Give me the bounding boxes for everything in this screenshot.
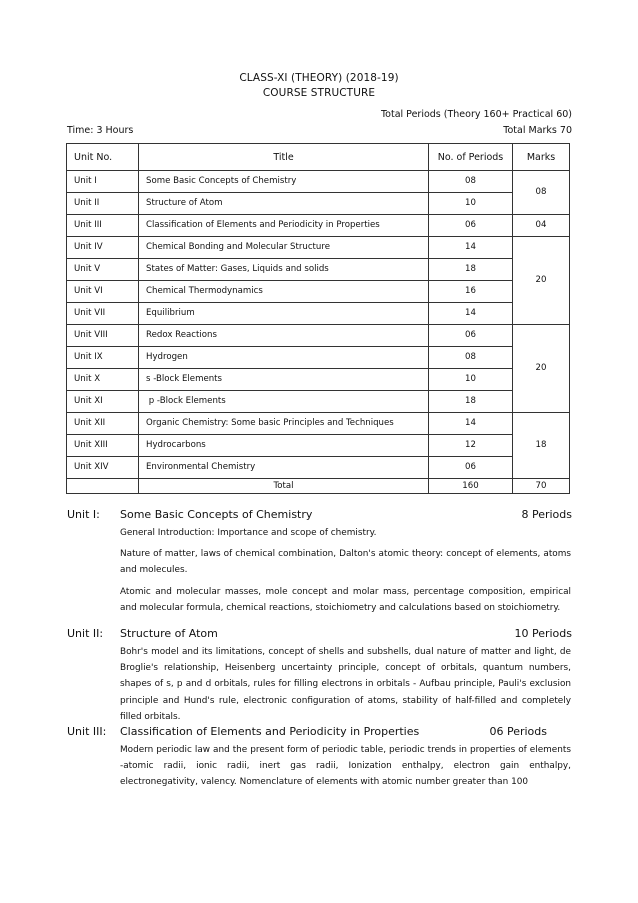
periods-cell: 08 [429,171,513,193]
unit-cell: Unit X [67,369,139,391]
unit-cell: Unit XIII [67,435,139,457]
table-row [67,237,570,259]
total-periods: 160 [429,479,513,494]
unit-cell: Unit XII [67,413,139,435]
unit-cell: Unit IV [67,237,139,259]
table-row [67,281,570,303]
marks-cell: 20 [513,237,570,325]
unit-paragraph: Modern periodic law and the present form of periodic table, periodic trends in properties of elements -atomic radii, ionic radii, inert gas radii, Ionization enthalpy, electron gain enthalpy, electronegativity, valency. Nomenclature of elements with atomic number greater than 100 [120,745,571,788]
periods-cell: 14 [429,303,513,325]
time-text: Time: 3 Hours [67,125,134,136]
periods-cell: 06 [429,215,513,237]
unit-cell: Unit VII [67,303,139,325]
title-cell: Hydrocarbons [139,435,429,457]
title-cell: Chemical Thermodynamics [139,281,429,303]
unit-periods: 06 Periods [489,725,547,738]
unit-section [0,627,638,730]
course-structure-table [66,143,570,494]
unit-heading [0,627,638,643]
table-row [67,347,570,369]
total-marks: 70 [513,479,570,494]
table-row [67,193,570,215]
periods-cell: 18 [429,391,513,413]
title-cell: Hydrogen [139,347,429,369]
title-cell: Classification of Elements and Periodicity in Properties [139,215,429,237]
unit-title: Structure of Atom [120,627,218,640]
unit-cell: Unit III [67,215,139,237]
title-cell: p -Block Elements [139,391,429,413]
marks-cell: 20 [513,325,570,413]
table-row [67,413,570,435]
periods-cell: 18 [429,259,513,281]
title-cell: Equilibrium [139,303,429,325]
title-cell: s -Block Elements [139,369,429,391]
periods-cell: 06 [429,325,513,347]
title-cell: Structure of Atom [139,193,429,215]
periods-cell: 16 [429,281,513,303]
table-row [67,369,570,391]
title-cell: Organic Chemistry: Some basic Principles and Techniques [139,413,429,435]
periods-cell: 10 [429,369,513,391]
unit-heading [0,508,638,524]
marks-cell: 04 [513,215,570,237]
header-unit-no: Unit No. [67,144,139,171]
unit-number: Unit II: [67,627,104,640]
total-periods-text: Total Periods (Theory 160+ Practical 60) [380,109,572,120]
table-row [67,171,570,193]
unit-cell: Unit XIV [67,457,139,479]
header-marks: Marks [513,144,570,171]
unit-paragraph: General Introduction: Importance and scope of chemistry. [120,528,377,538]
title-cell: Some Basic Concepts of Chemistry [139,171,429,193]
table-row [67,303,570,325]
unit-number: Unit III: [67,725,107,738]
unit-paragraph: Nature of matter, laws of chemical combination, Dalton's atomic theory: concept of elements, atoms and molecules. [120,549,571,576]
title-cell: Redox Reactions [139,325,429,347]
unit-periods: 8 Periods [521,508,572,521]
unit-title: Classification of Elements and Periodicity in Properties [120,725,420,738]
total-empty-cell [67,479,139,494]
unit-cell: Unit I [67,171,139,193]
table-row [67,391,570,413]
unit-paragraph: Atomic and molecular masses, mole concept and molar mass, percentage composition, empirical and molecular formula, chemical reactions, stoichiometry and calculations based on stoichiometry. [120,586,571,613]
periods-cell: 06 [429,457,513,479]
total-label: Total [139,479,429,494]
total-row [67,479,570,494]
table-header-row [67,144,570,171]
table-row [67,457,570,479]
unit-section [0,725,638,796]
header-title: Title [139,144,429,171]
unit-title: Some Basic Concepts of Chemistry [120,508,313,521]
table-row [67,215,570,237]
unit-number: Unit I: [67,508,100,521]
unit-cell: Unit IX [67,347,139,369]
total-marks-text: Total Marks 70 [503,125,572,136]
unit-heading [0,725,638,741]
marks-cell: 08 [513,171,570,215]
unit-cell: Unit V [67,259,139,281]
unit-section [0,508,638,621]
periods-cell: 14 [429,413,513,435]
title-cell: Chemical Bonding and Molecular Structure [139,237,429,259]
document-subtitle: COURSE STRUCTURE [262,87,376,99]
unit-cell: Unit VIII [67,325,139,347]
unit-periods: 10 Periods [514,627,572,640]
periods-cell: 08 [429,347,513,369]
title-cell: States of Matter: Gases, Liquids and solids [139,259,429,281]
header-periods: No. of Periods [429,144,513,171]
unit-cell: Unit VI [67,281,139,303]
unit-cell: Unit XI [67,391,139,413]
marks-cell: 18 [513,413,570,479]
table-row [67,259,570,281]
unit-cell: Unit II [67,193,139,215]
document-title: CLASS-XI (THEORY) (2018-19) [239,72,399,84]
periods-cell: 12 [429,435,513,457]
title-cell: Environmental Chemistry [139,457,429,479]
periods-cell: 10 [429,193,513,215]
table-row [67,325,570,347]
unit-paragraph: Bohr's model and its limitations, concept of shells and subshells, dual nature of matter and light, de Broglie's relationship, Heisenberg uncertainty principle, concept of orbitals, quantum numbers, shapes of s, p and d orbitals, rules for filling electrons in orbitals - Aufbau principle, Pauli's exclusion principle and Hund's rule, electronic configuration of atoms, stability of half-filled and completely filled orbitals. [120,647,571,722]
periods-cell: 14 [429,237,513,259]
table-row [67,435,570,457]
